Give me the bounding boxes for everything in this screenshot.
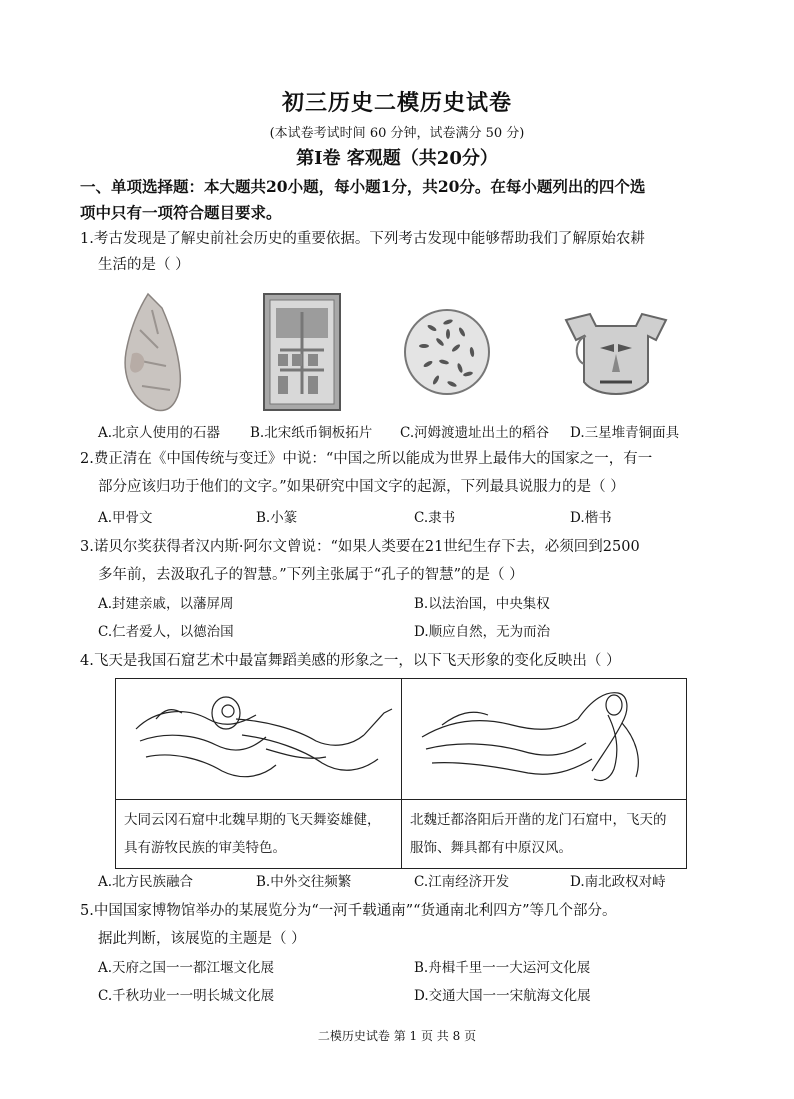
paper-money-plate-image bbox=[262, 290, 342, 415]
q2-text-cont: 部分应该归功于他们的文字。”如果研究中国文字的起源，下列最具说服力的是（ ） bbox=[98, 479, 625, 495]
q5-option-b: B.舟楫千里一一大运河文化展 bbox=[414, 960, 591, 976]
q3-text: 3.诺贝尔奖获得者汉内斯·阿尔文曾说：“如果人类要在21世纪生存下去，必须回到2500 bbox=[80, 539, 640, 555]
q1-text-cont: 生活的是（ ） bbox=[98, 257, 190, 273]
page-footer: 二模历史试卷 第 1 页 共 8 页 bbox=[317, 1029, 477, 1043]
q4-text: 4.飞天是我国石窟艺术中最富舞蹈美感的形象之一，以下飞天形象的变化反映出（ ） bbox=[80, 653, 621, 669]
q2-option-a: A.甲骨文 bbox=[98, 510, 153, 526]
q3-option-b: B.以法治国，中央集权 bbox=[414, 596, 550, 612]
section-heading-line1: 一、单项选择题：本大题共20小题，每小题1分，共20分。在每小题列出的四个选 bbox=[80, 177, 646, 196]
q2-option-d: D.楷书 bbox=[570, 510, 612, 526]
exam-note: (本试卷考试时间 60 分钟，试卷满分 50 分) bbox=[269, 126, 525, 141]
q4-option-a: A.北方民族融合 bbox=[98, 874, 194, 890]
q4-option-b: B.中外交往频繁 bbox=[256, 874, 352, 890]
q3-option-d: D.顺应自然，无为而治 bbox=[414, 624, 551, 640]
q2-option-c: C.隶书 bbox=[414, 510, 456, 526]
q1-text: 1.考古发现是了解史前社会历史的重要依据。下列考古发现中能够帮助我们了解原始农耕 bbox=[80, 231, 645, 247]
part-heading: 第Ⅰ卷 客观题（共20分） bbox=[296, 148, 498, 169]
q5-text: 5.中国国家博物馆举办的某展览分为“一河千载通南”“货通南北利四方”等几个部分。 bbox=[80, 903, 617, 919]
rice-grains-image bbox=[402, 290, 492, 415]
stone-tool-image bbox=[118, 290, 188, 415]
q1-option-a: A.北京人使用的石器 bbox=[98, 425, 221, 441]
q3-text-cont: 多年前，去汲取孔子的智慧。”下列主张属于“孔子的智慧”的是（ ） bbox=[98, 567, 524, 583]
q5-option-a: A.天府之国一一都江堰文化展 bbox=[98, 960, 275, 976]
q4-option-c: C.江南经济开发 bbox=[414, 874, 510, 890]
q1-option-d: D.三星堆青铜面具 bbox=[570, 425, 680, 441]
q3-option-a: A.封建亲戚，以藩屏周 bbox=[98, 596, 234, 612]
feitian-longmen-image bbox=[402, 679, 686, 795]
feitian-yungang-text: 大同云冈石窟中北魏早期的飞天舞姿雄健，具有游牧民族的审美特色。 bbox=[116, 800, 402, 869]
feitian-table bbox=[115, 678, 687, 869]
q5-option-c: C.千秋功业一一明长城文化展 bbox=[98, 988, 275, 1004]
q2-text: 2.费正清在《中国传统与变迁》中说：“中国之所以能成为世界上最伟大的国家之一，有一 bbox=[80, 451, 653, 467]
bronze-mask-image bbox=[556, 290, 676, 415]
feitian-longmen-cell bbox=[402, 679, 687, 800]
q5-text-cont: 据此判断，该展览的主题是（ ） bbox=[98, 931, 306, 947]
section-heading-line2: 项中只有一项符合题目要求。 bbox=[80, 203, 282, 222]
q3-option-c: C.仁者爱人，以德治国 bbox=[98, 624, 234, 640]
q1-option-b: B.北宋纸币铜板拓片 bbox=[250, 425, 373, 441]
q4-option-d: D.南北政权对峙 bbox=[570, 874, 666, 890]
feitian-longmen-text: 北魏迁都洛阳后开凿的龙门石窟中，飞天的服饰、舞具都有中原汉风。 bbox=[402, 800, 687, 869]
q5-option-d: D.交通大国一一宋航海文化展 bbox=[414, 988, 591, 1004]
q2-option-b: B.小篆 bbox=[256, 510, 298, 526]
exam-title: 初三历史二模历史试卷 bbox=[281, 90, 512, 116]
feitian-yungang-image bbox=[116, 679, 400, 795]
q1-option-c: C.河姆渡遗址出土的稻谷 bbox=[400, 425, 550, 441]
feitian-yungang-cell bbox=[116, 679, 402, 800]
